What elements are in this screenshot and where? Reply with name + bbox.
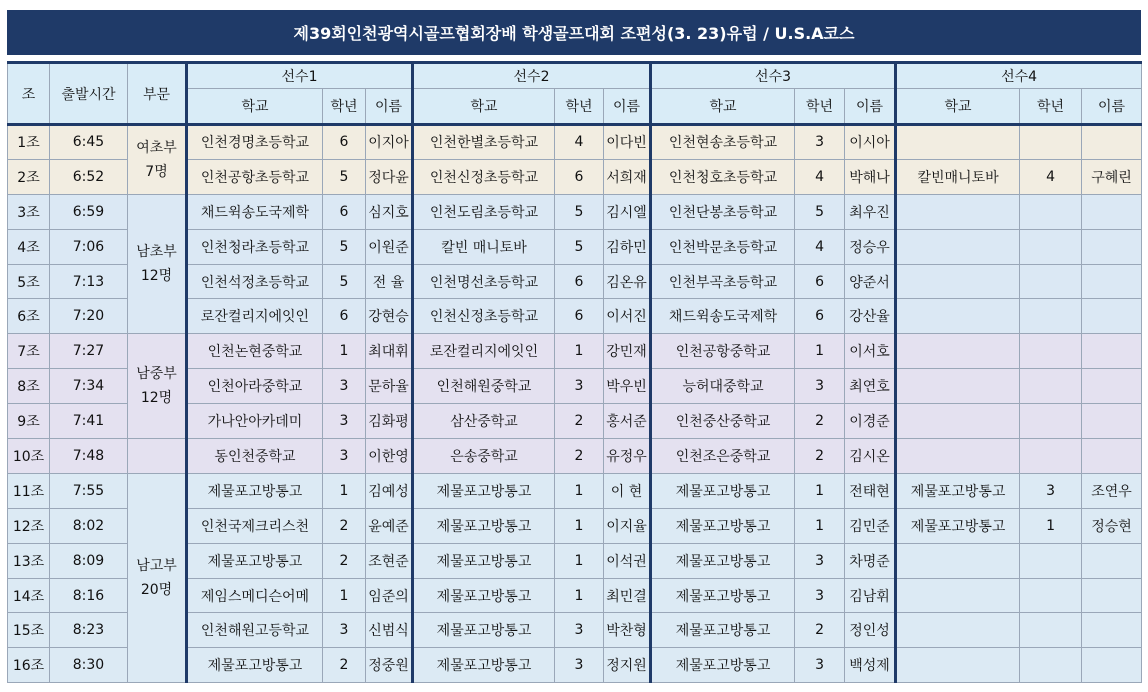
p1-grade: 5 [323, 159, 366, 194]
p2-grade: 6 [555, 264, 604, 299]
p2-name: 정지원 [604, 648, 651, 683]
p3-name: 이서호 [845, 334, 896, 369]
header-player-4: 선수4 [896, 63, 1142, 89]
p4-name [1082, 578, 1142, 613]
division-cell [128, 125, 187, 195]
p3-grade: 1 [795, 473, 845, 508]
p1-name: 김예성 [366, 473, 413, 508]
p4-name [1082, 369, 1142, 404]
p1-grade: 1 [323, 578, 366, 613]
division-cell-empty [128, 439, 187, 474]
p1-school: 인천석정초등학교 [187, 264, 323, 299]
p1-grade: 1 [323, 334, 366, 369]
p4-school [896, 578, 1020, 613]
p1-grade: 6 [323, 299, 366, 334]
header-player-1: 선수1 [187, 63, 413, 89]
p4-grade [1020, 264, 1082, 299]
subheader-name-p1: 이름 [366, 89, 413, 125]
start-time: 7:41 [50, 404, 128, 439]
p4-name [1082, 613, 1142, 648]
p1-school: 동인천중학교 [187, 439, 323, 474]
p3-school: 인천박문초등학교 [651, 229, 795, 264]
p3-name: 김시온 [845, 439, 896, 474]
p2-grade: 1 [555, 473, 604, 508]
subheader-name-p3: 이름 [845, 89, 896, 125]
schedule-table [7, 61, 1142, 683]
p2-school: 로잔컬리지에잇인 [413, 334, 555, 369]
p3-grade: 3 [795, 543, 845, 578]
p3-school: 제물포고방통고 [651, 508, 795, 543]
p3-school: 인천공항중학교 [651, 334, 795, 369]
p1-school: 가나안아카데미 [187, 404, 323, 439]
table-row [8, 334, 1142, 369]
p3-school: 제물포고방통고 [651, 648, 795, 683]
p3-grade: 2 [795, 613, 845, 648]
p1-grade: 5 [323, 264, 366, 299]
p4-school [896, 404, 1020, 439]
p1-name: 최대휘 [366, 334, 413, 369]
subheader-school-p1: 학교 [187, 89, 323, 125]
start-time: 7:48 [50, 439, 128, 474]
group-number: 14조 [8, 578, 50, 613]
p3-school: 제물포고방통고 [651, 613, 795, 648]
p2-name: 김온유 [604, 264, 651, 299]
p3-name: 양준서 [845, 264, 896, 299]
start-time: 8:23 [50, 613, 128, 648]
p1-grade: 2 [323, 648, 366, 683]
p4-school [896, 264, 1020, 299]
p3-grade: 3 [795, 125, 845, 160]
p3-grade: 1 [795, 334, 845, 369]
group-number: 15조 [8, 613, 50, 648]
p1-name: 정중원 [366, 648, 413, 683]
p2-name: 홍서준 [604, 404, 651, 439]
start-time: 8:09 [50, 543, 128, 578]
table-row [8, 125, 1142, 160]
p3-grade: 3 [795, 648, 845, 683]
division-name: 남중부 [136, 366, 177, 383]
p3-school: 제물포고방통고 [651, 578, 795, 613]
p4-school [896, 334, 1020, 369]
p1-school: 인천경명초등학교 [187, 125, 323, 160]
p2-name: 이지율 [604, 508, 651, 543]
p4-name: 조연우 [1082, 473, 1142, 508]
p2-school: 제물포고방통고 [413, 613, 555, 648]
p4-school [896, 194, 1020, 229]
p4-school: 제물포고방통고 [896, 508, 1020, 543]
subheader-school-p2: 학교 [413, 89, 555, 125]
p1-grade: 3 [323, 404, 366, 439]
p4-grade [1020, 369, 1082, 404]
p1-school: 인천공항초등학교 [187, 159, 323, 194]
p2-name: 유정우 [604, 439, 651, 474]
p3-name: 전태현 [845, 473, 896, 508]
header-division: 부문 [128, 63, 187, 125]
p2-school: 제물포고방통고 [413, 578, 555, 613]
p1-name: 전 율 [366, 264, 413, 299]
p2-school: 제물포고방통고 [413, 473, 555, 508]
p1-name: 심지호 [366, 194, 413, 229]
division-count: 7명 [145, 163, 168, 180]
p3-grade: 4 [795, 159, 845, 194]
p3-name: 차명준 [845, 543, 896, 578]
p3-name: 김남휘 [845, 578, 896, 613]
p2-school: 제물포고방통고 [413, 508, 555, 543]
p2-school: 인천해원중학교 [413, 369, 555, 404]
p3-school: 인천부곡초등학교 [651, 264, 795, 299]
division-name: 여초부 [136, 139, 177, 156]
subheader-grade-p2: 학년 [555, 89, 604, 125]
p2-name: 이석권 [604, 543, 651, 578]
p1-name: 윤예준 [366, 508, 413, 543]
p1-school: 인천논현중학교 [187, 334, 323, 369]
p1-school: 제물포고방통고 [187, 473, 323, 508]
p4-grade: 3 [1020, 473, 1082, 508]
subheader-grade-p4: 학년 [1020, 89, 1082, 125]
group-number: 10조 [8, 439, 50, 474]
p1-grade: 6 [323, 125, 366, 160]
division-name: 남초부 [136, 244, 177, 261]
p2-school: 인천도림초등학교 [413, 194, 555, 229]
p3-school: 인천조은중학교 [651, 439, 795, 474]
p4-name [1082, 229, 1142, 264]
p3-name: 최연호 [845, 369, 896, 404]
p1-name: 이지아 [366, 125, 413, 160]
start-time: 7:27 [50, 334, 128, 369]
p3-grade: 4 [795, 229, 845, 264]
p3-name: 정승우 [845, 229, 896, 264]
start-time: 7:34 [50, 369, 128, 404]
p1-name: 문하율 [366, 369, 413, 404]
p3-name: 이경준 [845, 404, 896, 439]
p1-grade: 3 [323, 613, 366, 648]
start-time: 7:20 [50, 299, 128, 334]
p3-grade: 2 [795, 404, 845, 439]
p4-name [1082, 194, 1142, 229]
p2-school: 제물포고방통고 [413, 648, 555, 683]
p1-name: 신범식 [366, 613, 413, 648]
p4-school [896, 439, 1020, 474]
page-title: 제39회인천광역시골프협회장배 학생골프대회 조편성(3. 23)유럽 / U.S.A코스 [7, 10, 1141, 55]
p4-grade [1020, 229, 1082, 264]
p1-school: 로잔컬리지에잇인 [187, 299, 323, 334]
p4-name: 정승현 [1082, 508, 1142, 543]
p3-school: 인천중산중학교 [651, 404, 795, 439]
division-cell [128, 334, 187, 439]
p4-grade [1020, 334, 1082, 369]
p4-name [1082, 299, 1142, 334]
p3-name: 박해나 [845, 159, 896, 194]
p3-grade: 6 [795, 299, 845, 334]
p4-grade [1020, 578, 1082, 613]
p4-school [896, 648, 1020, 683]
p1-school: 인천해원고등학교 [187, 613, 323, 648]
p2-grade: 5 [555, 194, 604, 229]
group-number: 13조 [8, 543, 50, 578]
p1-name: 정다윤 [366, 159, 413, 194]
p2-grade: 3 [555, 613, 604, 648]
p4-name [1082, 125, 1142, 160]
p2-school: 인천명선초등학교 [413, 264, 555, 299]
group-number: 4조 [8, 229, 50, 264]
p2-school: 제물포고방통고 [413, 543, 555, 578]
p1-grade: 1 [323, 473, 366, 508]
p3-grade: 3 [795, 369, 845, 404]
header-player-2: 선수2 [413, 63, 651, 89]
p3-name: 김민준 [845, 508, 896, 543]
start-time: 7:13 [50, 264, 128, 299]
p2-name: 이 현 [604, 473, 651, 508]
start-time: 8:02 [50, 508, 128, 543]
p2-grade: 2 [555, 404, 604, 439]
subheader-name-p2: 이름 [604, 89, 651, 125]
p1-name: 조현준 [366, 543, 413, 578]
p1-name: 강현승 [366, 299, 413, 334]
division-count: 20명 [140, 582, 173, 599]
division-cell [128, 194, 187, 334]
p4-grade [1020, 439, 1082, 474]
p1-school: 인천청라초등학교 [187, 229, 323, 264]
subheader-name-p4: 이름 [1082, 89, 1142, 125]
p1-grade: 2 [323, 543, 366, 578]
p2-name: 강민재 [604, 334, 651, 369]
division-count: 12명 [140, 390, 173, 407]
p1-name: 이한영 [366, 439, 413, 474]
p3-school: 인천현송초등학교 [651, 125, 795, 160]
p4-school [896, 613, 1020, 648]
p2-grade: 3 [555, 369, 604, 404]
p4-school [896, 125, 1020, 160]
p1-school: 제물포고방통고 [187, 543, 323, 578]
p2-grade: 1 [555, 543, 604, 578]
p2-name: 최민결 [604, 578, 651, 613]
p3-grade: 1 [795, 508, 845, 543]
group-number: 8조 [8, 369, 50, 404]
start-time: 6:52 [50, 159, 128, 194]
p4-grade: 1 [1020, 508, 1082, 543]
p4-grade [1020, 543, 1082, 578]
p4-school: 칼빈매니토바 [896, 159, 1020, 194]
p1-grade: 3 [323, 439, 366, 474]
group-number: 1조 [8, 125, 50, 160]
start-time: 8:16 [50, 578, 128, 613]
p3-school: 제물포고방통고 [651, 543, 795, 578]
p2-name: 이서진 [604, 299, 651, 334]
p2-school: 인천한별초등학교 [413, 125, 555, 160]
subheader-school-p3: 학교 [651, 89, 795, 125]
p2-name: 김시엘 [604, 194, 651, 229]
p3-grade: 5 [795, 194, 845, 229]
p2-grade: 1 [555, 578, 604, 613]
group-number: 9조 [8, 404, 50, 439]
p4-grade [1020, 299, 1082, 334]
start-time: 7:55 [50, 473, 128, 508]
p2-name: 박찬형 [604, 613, 651, 648]
p4-name [1082, 648, 1142, 683]
p3-name: 최우진 [845, 194, 896, 229]
p4-school [896, 369, 1020, 404]
p2-grade: 3 [555, 648, 604, 683]
p2-name: 이다빈 [604, 125, 651, 160]
p2-school: 은송중학교 [413, 439, 555, 474]
p3-school: 채드윅송도국제학 [651, 299, 795, 334]
division-cell [128, 473, 187, 682]
p2-school: 인천신정초등학교 [413, 159, 555, 194]
p4-grade [1020, 194, 1082, 229]
p1-grade: 3 [323, 369, 366, 404]
p3-grade: 3 [795, 578, 845, 613]
start-time: 8:30 [50, 648, 128, 683]
p2-grade: 5 [555, 229, 604, 264]
p2-school: 칼빈 매니토바 [413, 229, 555, 264]
p1-school: 채드윅송도국제학 [187, 194, 323, 229]
start-time: 7:06 [50, 229, 128, 264]
header-jo: 조 [8, 63, 50, 125]
group-number: 3조 [8, 194, 50, 229]
p3-name: 이시아 [845, 125, 896, 160]
p4-grade [1020, 613, 1082, 648]
division-name: 남고부 [136, 558, 177, 575]
p4-grade: 4 [1020, 159, 1082, 194]
p4-school [896, 299, 1020, 334]
p3-school: 인천단봉초등학교 [651, 194, 795, 229]
p1-name: 임준의 [366, 578, 413, 613]
p2-school: 인천신정초등학교 [413, 299, 555, 334]
p2-grade: 2 [555, 439, 604, 474]
p3-school: 제물포고방통고 [651, 473, 795, 508]
p1-name: 김화평 [366, 404, 413, 439]
group-number: 11조 [8, 473, 50, 508]
p4-school: 제물포고방통고 [896, 473, 1020, 508]
p1-grade: 6 [323, 194, 366, 229]
p1-school: 인천국제크리스천 [187, 508, 323, 543]
p4-grade [1020, 404, 1082, 439]
p4-name [1082, 404, 1142, 439]
p4-grade [1020, 125, 1082, 160]
subheader-school-p4: 학교 [896, 89, 1020, 125]
group-number: 5조 [8, 264, 50, 299]
header-start-time: 출발시간 [50, 63, 128, 125]
p2-name: 김하민 [604, 229, 651, 264]
p1-school: 제물포고방통고 [187, 648, 323, 683]
group-number: 6조 [8, 299, 50, 334]
group-number: 7조 [8, 334, 50, 369]
p2-school: 삼산중학교 [413, 404, 555, 439]
p3-name: 백성제 [845, 648, 896, 683]
group-number: 12조 [8, 508, 50, 543]
p3-grade: 6 [795, 264, 845, 299]
p1-name: 이원준 [366, 229, 413, 264]
table-row [8, 439, 1142, 474]
p4-name [1082, 543, 1142, 578]
p3-name: 정인성 [845, 613, 896, 648]
p2-grade: 4 [555, 125, 604, 160]
p1-school: 제임스메디슨어메 [187, 578, 323, 613]
p4-school [896, 543, 1020, 578]
table-row [8, 194, 1142, 229]
p3-school: 인천청호초등학교 [651, 159, 795, 194]
p2-name: 서희재 [604, 159, 651, 194]
p4-name [1082, 334, 1142, 369]
p3-name: 강산율 [845, 299, 896, 334]
p2-grade: 1 [555, 334, 604, 369]
division-count: 12명 [140, 268, 173, 285]
p1-grade: 5 [323, 229, 366, 264]
subheader-grade-p1: 학년 [323, 89, 366, 125]
p4-grade [1020, 648, 1082, 683]
p2-name: 박우빈 [604, 369, 651, 404]
header-player-3: 선수3 [651, 63, 896, 89]
table-row [8, 473, 1142, 508]
p4-school [896, 229, 1020, 264]
p1-grade: 2 [323, 508, 366, 543]
p2-grade: 6 [555, 159, 604, 194]
p4-name [1082, 264, 1142, 299]
subheader-grade-p3: 학년 [795, 89, 845, 125]
start-time: 6:59 [50, 194, 128, 229]
group-number: 2조 [8, 159, 50, 194]
p4-name [1082, 439, 1142, 474]
p1-school: 인천아라중학교 [187, 369, 323, 404]
start-time: 6:45 [50, 125, 128, 160]
p4-name: 구혜린 [1082, 159, 1142, 194]
group-number: 16조 [8, 648, 50, 683]
p3-school: 능허대중학교 [651, 369, 795, 404]
p2-grade: 1 [555, 508, 604, 543]
p2-grade: 6 [555, 299, 604, 334]
p3-grade: 2 [795, 439, 845, 474]
